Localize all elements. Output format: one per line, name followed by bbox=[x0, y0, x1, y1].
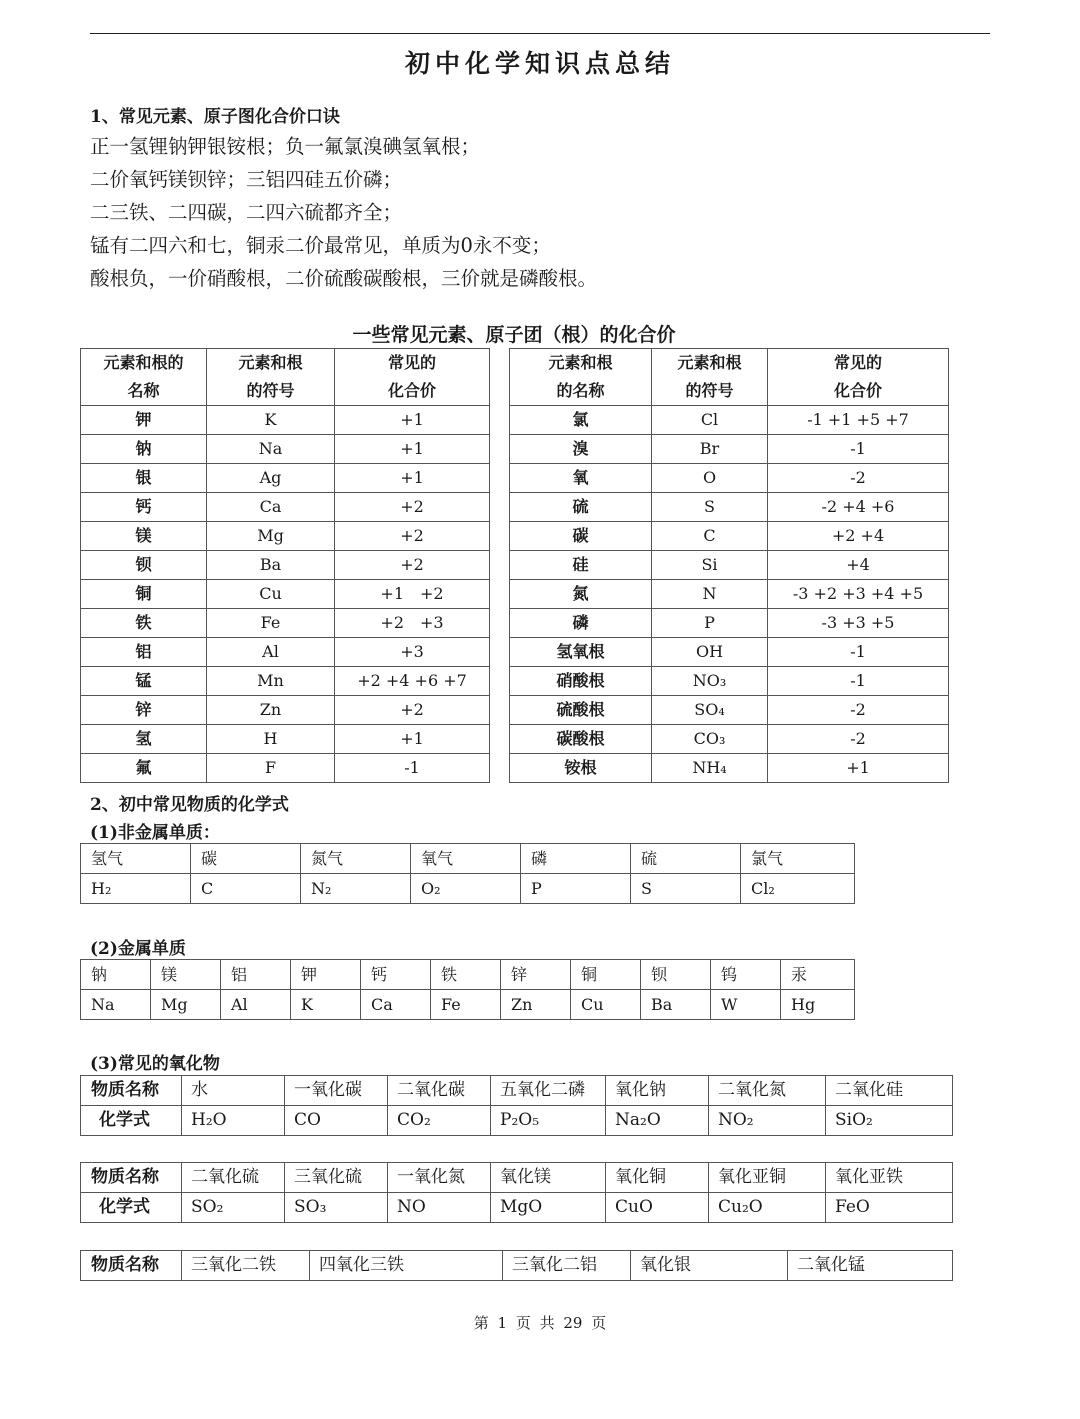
substance-name: 硫 bbox=[631, 844, 741, 874]
header-name: 元素和根 的名称 bbox=[510, 349, 652, 406]
formula-label: 化学式 bbox=[81, 1106, 182, 1136]
oxide-name-row bbox=[81, 1076, 953, 1106]
substance-name: 氧化亚铜 bbox=[709, 1163, 826, 1193]
chemical-formula: NO₂ bbox=[709, 1106, 826, 1136]
substance-name: 氧化铜 bbox=[606, 1163, 709, 1193]
chemical-formula: H₂O bbox=[182, 1106, 285, 1136]
substance-name: 二氧化锰 bbox=[788, 1251, 953, 1281]
element-name: 硫酸根 bbox=[510, 696, 652, 725]
substance-name: 氢气 bbox=[81, 844, 191, 874]
table-divider bbox=[490, 493, 510, 522]
valence-rhyme bbox=[90, 130, 990, 295]
element-symbol: H bbox=[207, 725, 335, 754]
element-valence: +1 bbox=[768, 754, 949, 783]
element-name: 钠 bbox=[81, 435, 207, 464]
header-rule bbox=[90, 33, 990, 34]
element-valence: -1 bbox=[335, 754, 490, 783]
oxide-name-row bbox=[81, 1251, 953, 1281]
substance-name: 氧气 bbox=[411, 844, 521, 874]
element-name: 硝酸根 bbox=[510, 667, 652, 696]
section2-heading: 2、初中常见物质的化学式 bbox=[90, 795, 289, 815]
substance-name: 氮气 bbox=[301, 844, 411, 874]
element-valence: -1 bbox=[768, 435, 949, 464]
element-name: 氯 bbox=[510, 406, 652, 435]
chemical-formula: CO bbox=[285, 1106, 388, 1136]
table-divider bbox=[490, 522, 510, 551]
valence-row bbox=[81, 551, 949, 580]
table-divider bbox=[490, 754, 510, 783]
table-divider bbox=[490, 580, 510, 609]
element-valence: +2 bbox=[335, 493, 490, 522]
element-symbol: CO₃ bbox=[652, 725, 768, 754]
valence-table bbox=[80, 348, 949, 783]
name-label: 物质名称 bbox=[81, 1251, 182, 1281]
element-symbol: Fe bbox=[207, 609, 335, 638]
element-valence: -2 bbox=[768, 696, 949, 725]
metal-heading: (2)金属单质 bbox=[90, 939, 186, 959]
element-symbol: Br bbox=[652, 435, 768, 464]
element-symbol: K bbox=[207, 406, 335, 435]
element-name: 镁 bbox=[81, 522, 207, 551]
chemical-formula: Na bbox=[81, 990, 151, 1020]
element-symbol: Ag bbox=[207, 464, 335, 493]
valence-row bbox=[81, 754, 949, 783]
header-valence: 常见的 化合价 bbox=[335, 349, 490, 406]
element-valence: -1 bbox=[768, 667, 949, 696]
substance-name: 氧化镁 bbox=[491, 1163, 606, 1193]
element-symbol: SO₄ bbox=[652, 696, 768, 725]
chemical-formula: Cu bbox=[571, 990, 641, 1020]
substance-name: 磷 bbox=[521, 844, 631, 874]
element-valence: +4 bbox=[768, 551, 949, 580]
chemical-formula: Hg bbox=[781, 990, 855, 1020]
element-symbol: Ba bbox=[207, 551, 335, 580]
chemical-formula: CO₂ bbox=[388, 1106, 491, 1136]
chemical-formula: Mg bbox=[151, 990, 221, 1020]
substance-name: 四氧化三铁 bbox=[310, 1251, 503, 1281]
substance-name: 碳 bbox=[191, 844, 301, 874]
element-valence: -2 +4 +6 bbox=[768, 493, 949, 522]
element-name: 硅 bbox=[510, 551, 652, 580]
oxide-table-3 bbox=[80, 1250, 953, 1281]
rhyme-line: 正一氢锂钠钾银铵根；负一氟氯溴碘氢氧根； bbox=[90, 135, 481, 158]
oxide-table-1 bbox=[80, 1075, 953, 1136]
element-symbol: Al bbox=[207, 638, 335, 667]
substance-name: 五氧化二磷 bbox=[491, 1076, 606, 1106]
element-valence: +1 bbox=[335, 464, 490, 493]
header-symbol: 元素和根 的符号 bbox=[652, 349, 768, 406]
table-divider bbox=[490, 725, 510, 754]
element-symbol: O bbox=[652, 464, 768, 493]
chemical-formula: N₂ bbox=[301, 874, 411, 904]
substance-name: 钾 bbox=[291, 960, 361, 990]
element-valence: -3 +3 +5 bbox=[768, 609, 949, 638]
element-symbol: Ca bbox=[207, 493, 335, 522]
element-name: 钾 bbox=[81, 406, 207, 435]
chemical-formula: P₂O₅ bbox=[491, 1106, 606, 1136]
chemical-formula: H₂ bbox=[81, 874, 191, 904]
element-name: 溴 bbox=[510, 435, 652, 464]
valence-row bbox=[81, 406, 949, 435]
header-name: 元素和根的 名称 bbox=[81, 349, 207, 406]
chemical-formula: W bbox=[711, 990, 781, 1020]
oxides-heading: (3)常见的氧化物 bbox=[90, 1054, 220, 1074]
element-symbol: Mn bbox=[207, 667, 335, 696]
element-symbol: F bbox=[207, 754, 335, 783]
header-valence: 常见的 化合价 bbox=[768, 349, 949, 406]
table-divider bbox=[490, 464, 510, 493]
element-name: 铝 bbox=[81, 638, 207, 667]
valence-row bbox=[81, 522, 949, 551]
chemical-formula: CuO bbox=[606, 1193, 709, 1223]
element-name: 氟 bbox=[81, 754, 207, 783]
element-symbol: Mg bbox=[207, 522, 335, 551]
element-name: 碳 bbox=[510, 522, 652, 551]
chemical-formula: SiO₂ bbox=[826, 1106, 953, 1136]
valence-header-row bbox=[81, 349, 949, 406]
substance-name: 铁 bbox=[431, 960, 501, 990]
chemical-formula: SO₃ bbox=[285, 1193, 388, 1223]
substance-name: 三氧化二铁 bbox=[182, 1251, 310, 1281]
substance-name: 水 bbox=[182, 1076, 285, 1106]
element-name: 氢 bbox=[81, 725, 207, 754]
chemical-formula: P bbox=[521, 874, 631, 904]
element-valence: +1 +2 bbox=[335, 580, 490, 609]
oxide-formula-row bbox=[81, 1193, 953, 1223]
valence-row bbox=[81, 638, 949, 667]
substance-name: 钨 bbox=[711, 960, 781, 990]
element-name: 氧 bbox=[510, 464, 652, 493]
element-symbol: OH bbox=[652, 638, 768, 667]
metal-name-row bbox=[81, 960, 855, 990]
element-symbol: P bbox=[652, 609, 768, 638]
substance-name: 氯气 bbox=[741, 844, 855, 874]
element-symbol: C bbox=[652, 522, 768, 551]
valence-row bbox=[81, 667, 949, 696]
page-footer: 第 1 页 共 29 页 bbox=[473, 1314, 607, 1332]
element-name: 铁 bbox=[81, 609, 207, 638]
element-valence: +2 bbox=[335, 522, 490, 551]
substance-name: 二氧化硅 bbox=[826, 1076, 953, 1106]
element-valence: +2 +4 +6 +7 bbox=[335, 667, 490, 696]
substance-name: 钙 bbox=[361, 960, 431, 990]
substance-name: 氧化钠 bbox=[606, 1076, 709, 1106]
chemical-formula: Cu₂O bbox=[709, 1193, 826, 1223]
element-symbol: S bbox=[652, 493, 768, 522]
element-valence: +3 bbox=[335, 638, 490, 667]
element-valence: -3 +2 +3 +4 +5 bbox=[768, 580, 949, 609]
element-valence: -2 bbox=[768, 725, 949, 754]
metal-table bbox=[80, 959, 855, 1020]
chemical-formula: FeO bbox=[826, 1193, 953, 1223]
element-name: 锌 bbox=[81, 696, 207, 725]
table-divider bbox=[490, 667, 510, 696]
substance-name: 钠 bbox=[81, 960, 151, 990]
element-symbol: Si bbox=[652, 551, 768, 580]
substance-name: 氧化亚铁 bbox=[826, 1163, 953, 1193]
valence-row bbox=[81, 435, 949, 464]
rhyme-line: 酸根负，一价硝酸根，二价硫酸碳酸根，三价就是磷酸根。 bbox=[90, 267, 598, 290]
valence-row bbox=[81, 493, 949, 522]
metal-formula-row bbox=[81, 990, 855, 1020]
substance-name: 镁 bbox=[151, 960, 221, 990]
substance-name: 钡 bbox=[641, 960, 711, 990]
oxide-formula-row bbox=[81, 1106, 953, 1136]
element-valence: +1 bbox=[335, 725, 490, 754]
chemical-formula: SO₂ bbox=[182, 1193, 285, 1223]
nonmetal-table bbox=[80, 843, 855, 904]
oxide-table-2 bbox=[80, 1162, 953, 1223]
substance-name: 二氧化碳 bbox=[388, 1076, 491, 1106]
substance-name: 氧化银 bbox=[631, 1251, 788, 1281]
rhyme-line: 锰有二四六和七，铜汞二价最常见，单质为0永不变； bbox=[90, 234, 551, 257]
table-divider bbox=[490, 406, 510, 435]
chemical-formula: NO bbox=[388, 1193, 491, 1223]
element-valence: -1 bbox=[768, 638, 949, 667]
valence-table-caption: 一些常见元素、原子团（根）的化合价 bbox=[352, 324, 676, 346]
substance-name: 铜 bbox=[571, 960, 641, 990]
valence-row bbox=[81, 464, 949, 493]
element-name: 氢氧根 bbox=[510, 638, 652, 667]
oxide-name-row bbox=[81, 1163, 953, 1193]
element-name: 硫 bbox=[510, 493, 652, 522]
chemical-formula: Zn bbox=[501, 990, 571, 1020]
substance-name: 二氧化氮 bbox=[709, 1076, 826, 1106]
substance-name: 铝 bbox=[221, 960, 291, 990]
valence-row bbox=[81, 696, 949, 725]
element-name: 钙 bbox=[81, 493, 207, 522]
valence-row bbox=[81, 725, 949, 754]
element-symbol: Cu bbox=[207, 580, 335, 609]
element-symbol: Cl bbox=[652, 406, 768, 435]
formula-label: 化学式 bbox=[81, 1193, 182, 1223]
chemical-formula: Ba bbox=[641, 990, 711, 1020]
element-symbol: NO₃ bbox=[652, 667, 768, 696]
header-symbol: 元素和根 的符号 bbox=[207, 349, 335, 406]
element-symbol: N bbox=[652, 580, 768, 609]
name-label: 物质名称 bbox=[81, 1163, 182, 1193]
section1-heading: 1、常见元素、原子图化合价口诀 bbox=[90, 107, 340, 127]
element-valence: +1 bbox=[335, 406, 490, 435]
chemical-formula: S bbox=[631, 874, 741, 904]
table-divider bbox=[490, 609, 510, 638]
substance-name: 锌 bbox=[501, 960, 571, 990]
substance-name: 三氧化硫 bbox=[285, 1163, 388, 1193]
valence-row bbox=[81, 609, 949, 638]
nonmetal-heading: (1)非金属单质： bbox=[90, 823, 220, 843]
nonmetal-name-row bbox=[81, 844, 855, 874]
table-divider bbox=[490, 435, 510, 464]
element-name: 铜 bbox=[81, 580, 207, 609]
substance-name: 二氧化硫 bbox=[182, 1163, 285, 1193]
table-divider bbox=[490, 638, 510, 667]
table-divider bbox=[490, 551, 510, 580]
element-valence: +1 bbox=[335, 435, 490, 464]
element-symbol: Na bbox=[207, 435, 335, 464]
table-divider bbox=[490, 696, 510, 725]
element-name: 碳酸根 bbox=[510, 725, 652, 754]
name-label: 物质名称 bbox=[81, 1076, 182, 1106]
nonmetal-formula-row bbox=[81, 874, 855, 904]
element-name: 氮 bbox=[510, 580, 652, 609]
chemical-formula: Na₂O bbox=[606, 1106, 709, 1136]
substance-name: 一氧化氮 bbox=[388, 1163, 491, 1193]
element-valence: +2 bbox=[335, 696, 490, 725]
element-valence: -1 +1 +5 +7 bbox=[768, 406, 949, 435]
chemical-formula: Ca bbox=[361, 990, 431, 1020]
chemical-formula: MgO bbox=[491, 1193, 606, 1223]
element-name: 磷 bbox=[510, 609, 652, 638]
chemical-formula: Cl₂ bbox=[741, 874, 855, 904]
element-valence: +2 +4 bbox=[768, 522, 949, 551]
element-valence: +2 +3 bbox=[335, 609, 490, 638]
element-name: 银 bbox=[81, 464, 207, 493]
valence-row bbox=[81, 580, 949, 609]
chemical-formula: Al bbox=[221, 990, 291, 1020]
rhyme-line: 二三铁、二四碳，二四六硫都齐全； bbox=[90, 201, 403, 224]
rhyme-line: 二价氧钙镁钡锌；三铝四硅五价磷； bbox=[90, 168, 403, 191]
substance-name: 汞 bbox=[781, 960, 855, 990]
element-name: 钡 bbox=[81, 551, 207, 580]
chemical-formula: Fe bbox=[431, 990, 501, 1020]
element-name: 锰 bbox=[81, 667, 207, 696]
element-valence: -2 bbox=[768, 464, 949, 493]
chemical-formula: K bbox=[291, 990, 361, 1020]
element-symbol: NH₄ bbox=[652, 754, 768, 783]
table-divider bbox=[490, 349, 510, 406]
element-valence: +2 bbox=[335, 551, 490, 580]
element-symbol: Zn bbox=[207, 696, 335, 725]
element-name: 铵根 bbox=[510, 754, 652, 783]
document-title: 初中化学知识点总结 bbox=[404, 49, 675, 78]
chemical-formula: C bbox=[191, 874, 301, 904]
substance-name: 三氧化二铝 bbox=[503, 1251, 631, 1281]
chemical-formula: O₂ bbox=[411, 874, 521, 904]
substance-name: 一氧化碳 bbox=[285, 1076, 388, 1106]
